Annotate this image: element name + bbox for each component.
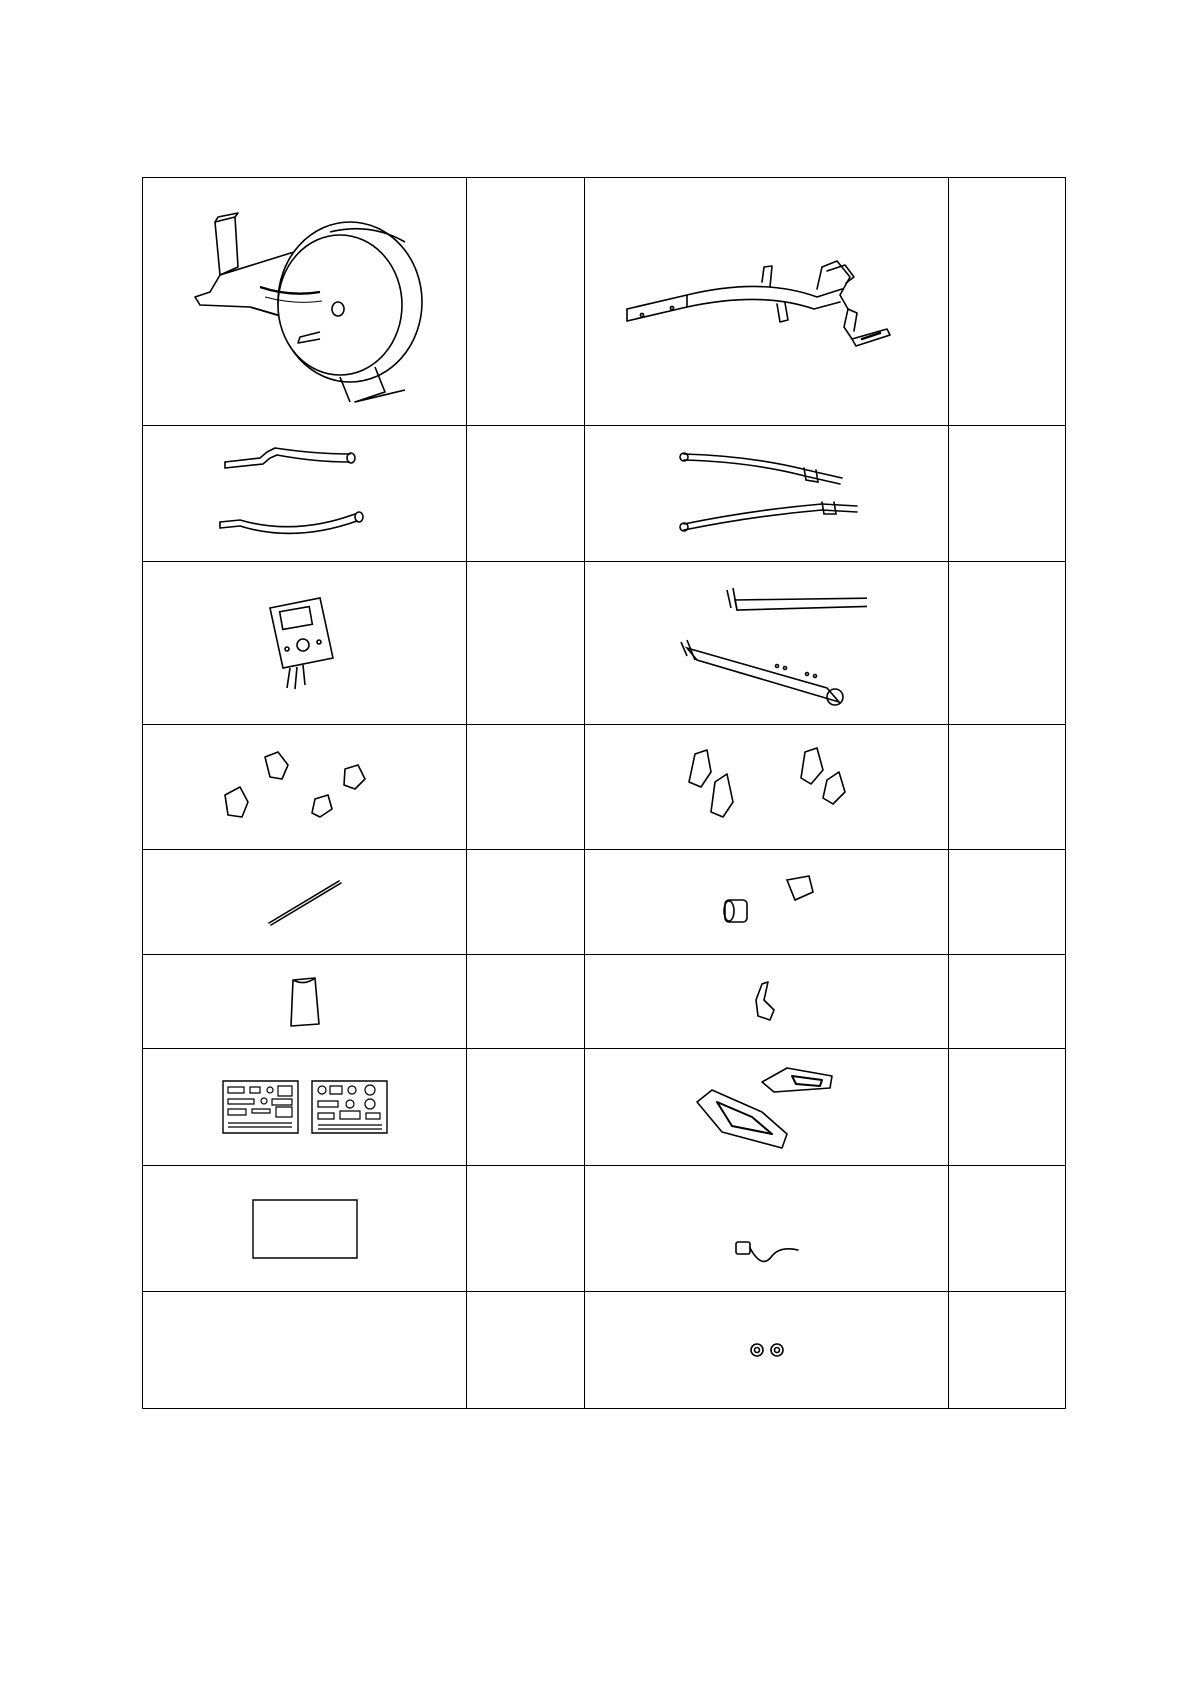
nut-pair-icon (749, 1340, 785, 1360)
qty-cell (467, 850, 585, 955)
end-cap-pair-icon (717, 872, 817, 932)
qty-cell (949, 850, 1066, 955)
console-icon (265, 593, 345, 693)
qty-cell (949, 725, 1066, 850)
hook-bracket-icon (752, 980, 782, 1024)
main-frame-icon (180, 197, 430, 407)
qty-cell (949, 562, 1066, 725)
upper-handlebar-pair-icon (215, 444, 395, 544)
table-row (143, 955, 1066, 1049)
table-row (143, 1049, 1066, 1166)
front-post-handlebar-icon (622, 247, 912, 357)
qty-cell (949, 178, 1066, 426)
part-cell (585, 850, 949, 955)
parts-table (142, 177, 1066, 1409)
qty-cell (949, 426, 1066, 562)
part-cell (143, 1049, 467, 1166)
table-row (143, 850, 1066, 955)
table-row (143, 1166, 1066, 1292)
power-adapter-icon (732, 1234, 802, 1274)
qty-cell (467, 1049, 585, 1166)
part-cell (143, 955, 467, 1049)
qty-cell (467, 1292, 585, 1409)
table-row (143, 562, 1066, 725)
part-cell (143, 850, 467, 955)
part-cell (585, 955, 949, 1049)
qty-cell (467, 562, 585, 725)
axle-rod-icon (265, 877, 345, 927)
pedal-pair-icon (692, 1062, 842, 1152)
hardware-card-icon (220, 1077, 390, 1137)
cover-set-icon (220, 747, 390, 827)
tapered-cover-icon (285, 974, 325, 1030)
qty-cell (949, 1166, 1066, 1292)
qty-cell (467, 178, 585, 426)
table-row (143, 178, 1066, 426)
stabilizer-pair-icon (667, 578, 867, 708)
part-cell (585, 1049, 949, 1166)
part-cell (143, 426, 467, 562)
table-row (143, 725, 1066, 850)
qty-cell (467, 426, 585, 562)
qty-cell (467, 1166, 585, 1292)
part-cell (143, 725, 467, 850)
manual-icon (251, 1198, 359, 1260)
part-cell (585, 562, 949, 725)
qty-cell (949, 1292, 1066, 1409)
table-row (143, 426, 1066, 562)
part-cell (143, 1166, 467, 1292)
part-cell (143, 1292, 467, 1409)
qty-cell (467, 725, 585, 850)
part-cell (585, 1292, 949, 1409)
part-cell (585, 725, 949, 850)
part-cell (585, 426, 949, 562)
qty-cell (949, 955, 1066, 1049)
table-row (143, 1292, 1066, 1409)
bracket-set-icon (677, 742, 857, 832)
part-cell (585, 178, 949, 426)
qty-cell (949, 1049, 1066, 1166)
part-cell (143, 178, 467, 426)
part-cell (143, 562, 467, 725)
qty-cell (467, 955, 585, 1049)
part-cell (585, 1166, 949, 1292)
pedal-arm-pair-icon (672, 444, 862, 544)
